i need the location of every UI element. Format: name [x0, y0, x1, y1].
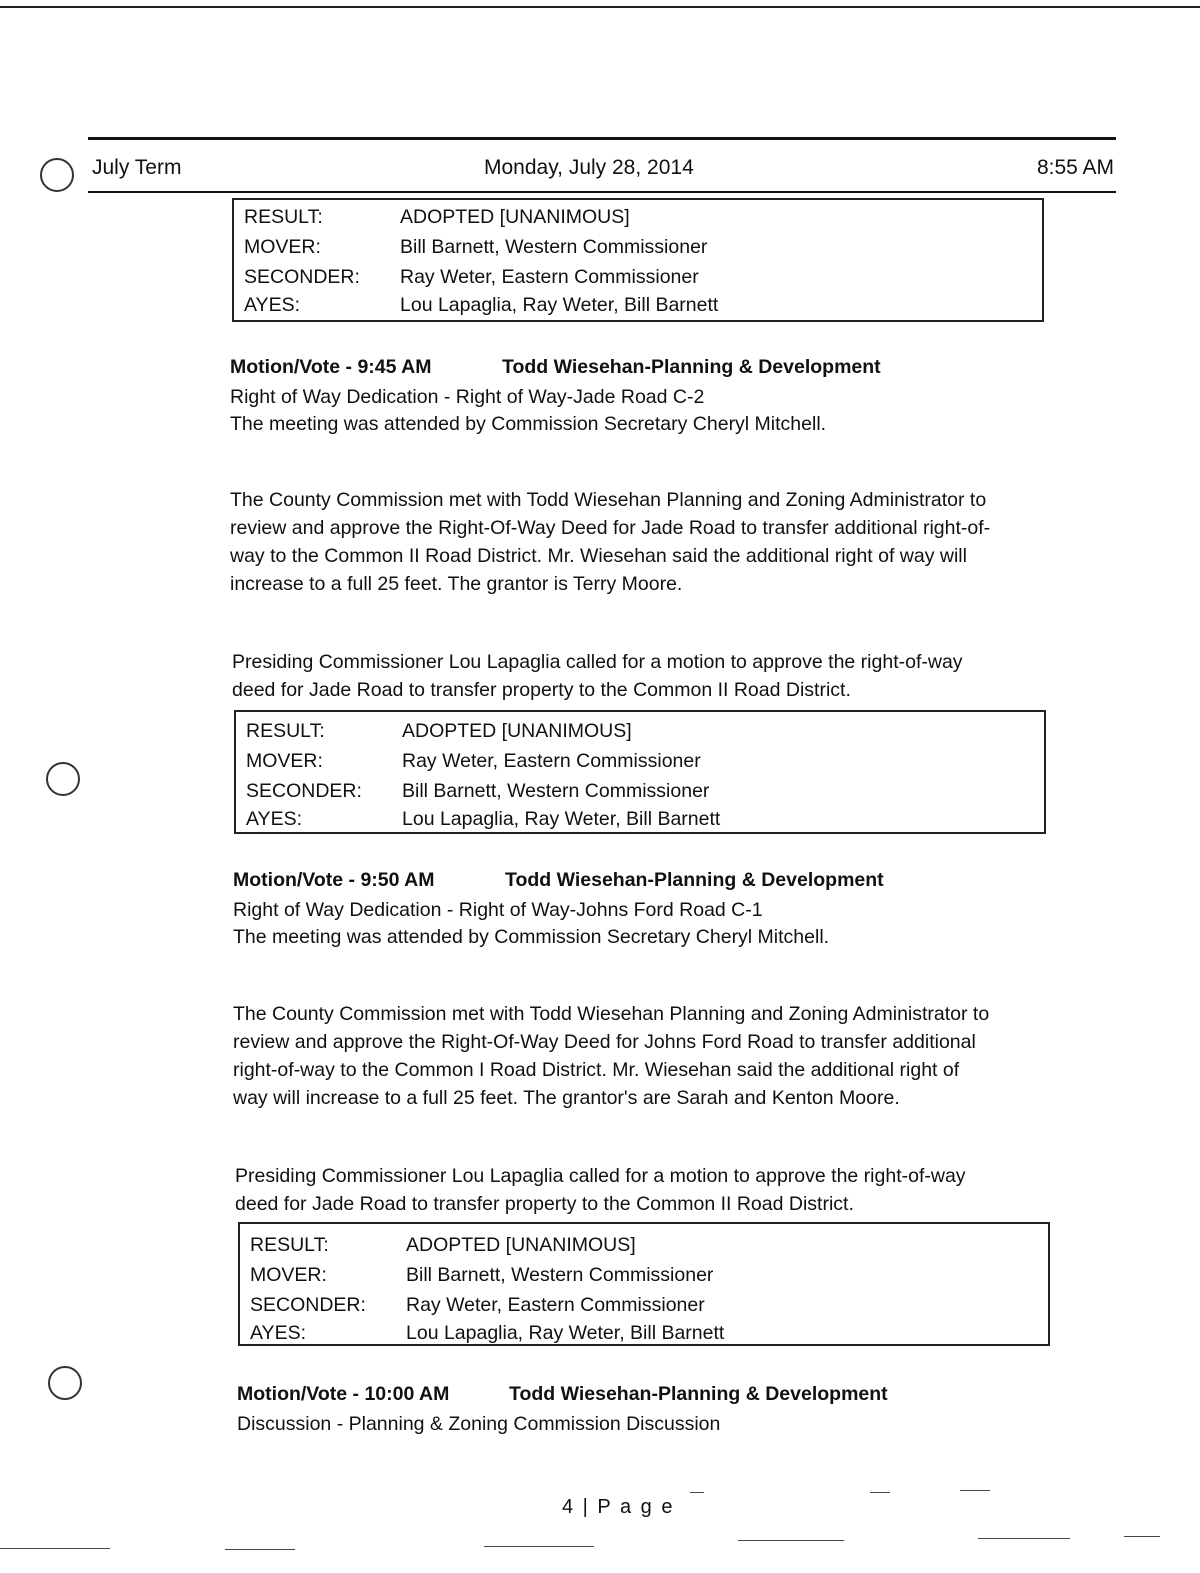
body-line: right-of-way to the Common I Road District. Mr. Wiesehan said the additional right of [233, 1059, 960, 1081]
body-line: increase to a full 25 feet. The grantor is Terry Moore. [230, 573, 683, 595]
motion-time: Motion/Vote - 9:45 AM [230, 356, 432, 378]
vote-key: RESULT: [246, 720, 325, 742]
vote-row-mover [246, 750, 1026, 780]
vote-row-mover [244, 236, 1024, 266]
motion-heading [233, 869, 1133, 897]
scan-artifact [484, 1546, 594, 1547]
vote-result-table [234, 710, 1046, 834]
scan-artifact [960, 1490, 990, 1491]
vote-value: Lou Lapaglia, Ray Weter, Bill Barnett [406, 1322, 725, 1344]
scan-artifact [690, 1492, 704, 1493]
vote-row-result [244, 206, 1024, 236]
motion-heading [230, 356, 1130, 384]
body-line: The County Commission met with Todd Wiesehan Planning and Zoning Administrator to [230, 489, 987, 511]
motion-call-line: Presiding Commissioner Lou Lapaglia called for a motion to approve the right-of-way [232, 651, 963, 673]
scan-artifact [978, 1538, 1070, 1539]
page-header [88, 137, 1116, 193]
vote-key: MOVER: [244, 236, 321, 258]
attendance-note: The meeting was attended by Commission Secretary Cheryl Mitchell. [233, 926, 830, 948]
body-line: way will increase to a full 25 feet. The grantor's are Sarah and Kenton Moore. [233, 1087, 900, 1109]
vote-value: ADOPTED [UNANIMOUS] [400, 206, 630, 228]
vote-value: Lou Lapaglia, Ray Weter, Bill Barnett [402, 808, 721, 830]
body-line: review and approve the Right-Of-Way Deed for Jade Road to transfer additional right-of- [230, 517, 991, 539]
vote-value: Lou Lapaglia, Ray Weter, Bill Barnett [400, 294, 719, 316]
vote-value: Bill Barnett, Western Commissioner [406, 1264, 714, 1286]
scan-artifact [1124, 1536, 1160, 1537]
vote-value: Bill Barnett, Western Commissioner [400, 236, 708, 258]
motion-presenter: Todd Wiesehan-Planning & Development [505, 869, 884, 891]
motion-subject: Right of Way Dedication - Right of Way-Jade Road C-2 [230, 386, 705, 408]
vote-value: Ray Weter, Eastern Commissioner [400, 266, 699, 288]
vote-value: ADOPTED [UNANIMOUS] [402, 720, 632, 742]
vote-row-result [250, 1234, 1030, 1264]
scan-artifact [870, 1492, 890, 1493]
vote-row-seconder [244, 266, 1024, 296]
vote-row-ayes [246, 808, 1026, 838]
vote-value: Bill Barnett, Western Commissioner [402, 780, 710, 802]
motion-time: Motion/Vote - 10:00 AM [237, 1383, 450, 1405]
motion-call-line: Presiding Commissioner Lou Lapaglia called for a motion to approve the right-of-way [235, 1165, 966, 1187]
vote-key: MOVER: [246, 750, 323, 772]
vote-row-mover [250, 1264, 1030, 1294]
page-number: 4 | P a g e [562, 1496, 675, 1518]
vote-result-table [232, 198, 1044, 322]
vote-row-ayes [244, 294, 1024, 324]
attendance-note: The meeting was attended by Commission Secretary Cheryl Mitchell. [230, 413, 827, 435]
motion-call-line: deed for Jade Road to transfer property to the Common II Road District. [232, 679, 851, 701]
vote-value: ADOPTED [UNANIMOUS] [406, 1234, 636, 1256]
scan-edge-line [0, 6, 1200, 8]
vote-key: SECONDER: [250, 1294, 366, 1316]
motion-presenter: Todd Wiesehan-Planning & Development [509, 1383, 888, 1405]
vote-key: AYES: [246, 808, 302, 830]
vote-row-seconder [246, 780, 1026, 810]
vote-row-result [246, 720, 1026, 750]
motion-call-line: deed for Jade Road to transfer property to the Common II Road District. [235, 1193, 854, 1215]
body-line: The County Commission met with Todd Wiesehan Planning and Zoning Administrator to [233, 1003, 990, 1025]
body-line: way to the Common II Road District. Mr. Wiesehan said the additional right of way will [230, 545, 967, 567]
scan-artifact [225, 1549, 295, 1550]
meeting-time: 8:55 AM [1036, 156, 1114, 179]
body-line: review and approve the Right-Of-Way Deed for Johns Ford Road to transfer additional [233, 1031, 976, 1053]
motion-subject: Discussion - Planning & Zoning Commission Discussion [237, 1413, 721, 1435]
vote-key: AYES: [250, 1322, 306, 1344]
meeting-date: Monday, July 28, 2014 [484, 156, 694, 179]
punch-hole-icon [48, 1366, 82, 1400]
motion-subject: Right of Way Dedication - Right of Way-Johns Ford Road C-1 [233, 899, 763, 921]
term-label: July Term [92, 156, 182, 179]
vote-key: MOVER: [250, 1264, 327, 1286]
motion-heading [237, 1383, 1137, 1411]
vote-key: RESULT: [244, 206, 323, 228]
scan-artifact [0, 1548, 110, 1549]
vote-key: RESULT: [250, 1234, 329, 1256]
punch-hole-icon [46, 762, 80, 796]
scan-artifact [738, 1540, 844, 1541]
motion-time: Motion/Vote - 9:50 AM [233, 869, 435, 891]
vote-value: Ray Weter, Eastern Commissioner [406, 1294, 705, 1316]
vote-result-table [238, 1222, 1050, 1346]
vote-row-seconder [250, 1294, 1030, 1324]
vote-key: SECONDER: [244, 266, 360, 288]
motion-presenter: Todd Wiesehan-Planning & Development [502, 356, 881, 378]
vote-key: AYES: [244, 294, 300, 316]
vote-row-ayes [250, 1322, 1030, 1352]
vote-value: Ray Weter, Eastern Commissioner [402, 750, 701, 772]
vote-key: SECONDER: [246, 780, 362, 802]
punch-hole-icon [40, 158, 74, 192]
